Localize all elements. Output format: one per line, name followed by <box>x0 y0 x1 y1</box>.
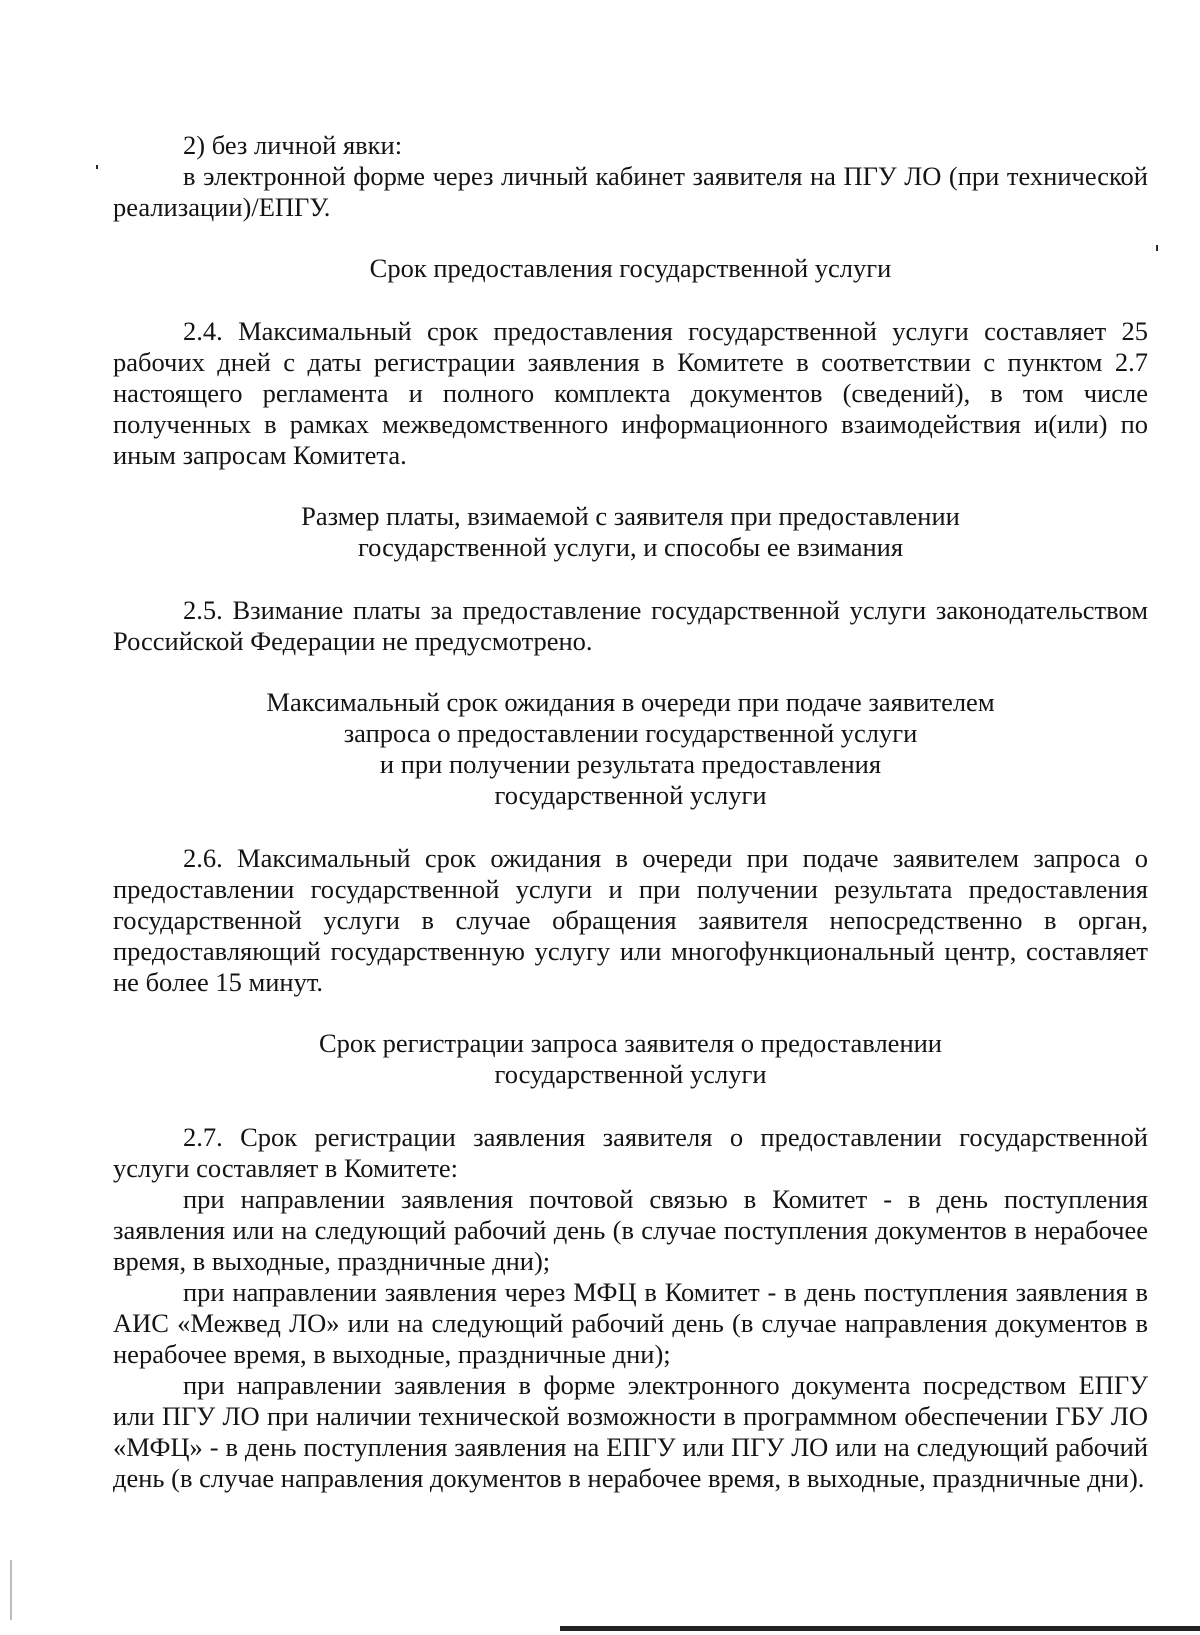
spacer <box>113 811 1148 843</box>
heading-line: и при получении результата предоставления <box>379 749 882 779</box>
paragraph-2-6: 2.6. Максимальный срок ожидания в очереди при подаче заявителем запроса о предоставлении государственной услуги и при получении результата предоставления государственной услуги в случае обращения заявителя непосредственно в орган, предоставляющий государственную услугу или многофункциональный центр, составляет не более 15 минут. <box>113 843 1148 997</box>
paragraph-postal-submission: при направлении заявления почтовой связью в Комитет - в день поступления заявления или на следующий рабочий день (в случае поступления документов в нерабочее время, в выходные, праздничные дни); <box>113 1184 1148 1276</box>
spacer <box>113 657 1148 687</box>
heading-line: Срок регистрации запроса заявителя о предоставлении <box>318 1028 942 1058</box>
document-body <box>113 130 1148 1494</box>
heading-line: Размер платы, взимаемой с заявителя при предоставлении <box>301 501 960 531</box>
paragraph-electronic-form: в электронной форме через личный кабинет заявителя на ПГУ ЛО (при технической реализации)/ЕПГУ. <box>113 161 1148 222</box>
paragraph-electronic-submission: при направлении заявления в форме электронного документа посредством ЕПГУ или ПГУ ЛО при наличии технической возможности в программном обеспечении ГБУ ЛО «МФЦ» - в день поступления заявления на ЕПГУ или ПГУ ЛО или на следующий рабочий день (в случае направления документов в нерабочее время, в выходные, праздничные дни). <box>113 1370 1148 1493</box>
heading-line: запроса о предоставлении государственной услуги <box>343 718 918 748</box>
paragraph-2-4: 2.4. Максимальный срок предоставления государственной услуги составляет 25 рабочих дней с даты регистрации заявления в Комитете в соответствии с пунктом 2.7 настоящего регламента и полного комплекта документов (сведений), в том числе полученных в рамках межведомственного информационного взаимодействия и(или) по иным запросам Комитета. <box>113 316 1148 470</box>
section-heading-queue-time <box>113 687 1148 811</box>
paragraph-2-7: 2.7. Срок регистрации заявления заявителя о предоставлении государственной услуги составляет в Комитете: <box>113 1122 1148 1183</box>
scan-edge-mark <box>10 1560 12 1620</box>
paragraph-mfc-submission: при направлении заявления через МФЦ в Комитет - в день поступления заявления в АИС «Межвед ЛО» или на следующий рабочий день (в случае направления документов в нерабочее время, в выходные, праздничные дни); <box>113 1277 1148 1369</box>
spacer <box>113 284 1148 316</box>
scan-speck <box>1156 245 1158 251</box>
heading-line: государственной услуги <box>494 1059 767 1089</box>
paragraph-2-5: 2.5. Взимание платы за предоставление государственной услуги законодательством Российской Федерации не предусмотрено. <box>113 595 1148 656</box>
heading-line: государственной услуги, и способы ее взимания <box>357 532 904 562</box>
scan-speck <box>96 165 98 169</box>
scan-bottom-edge <box>560 1626 1200 1631</box>
spacer <box>113 998 1148 1028</box>
section-heading-fee <box>113 501 1148 563</box>
section-heading-registration-term <box>113 1028 1148 1090</box>
spacer <box>113 563 1148 595</box>
section-heading-service-term: Срок предоставления государственной услуги <box>369 253 892 283</box>
heading-line: государственной услуги <box>494 780 767 810</box>
paragraph-personal-visit-item: 2) без личной явки: <box>183 130 403 160</box>
heading-line: Максимальный срок ожидания в очереди при подаче заявителем <box>266 687 995 717</box>
spacer <box>113 1090 1148 1122</box>
spacer <box>113 471 1148 501</box>
spacer <box>113 223 1148 253</box>
